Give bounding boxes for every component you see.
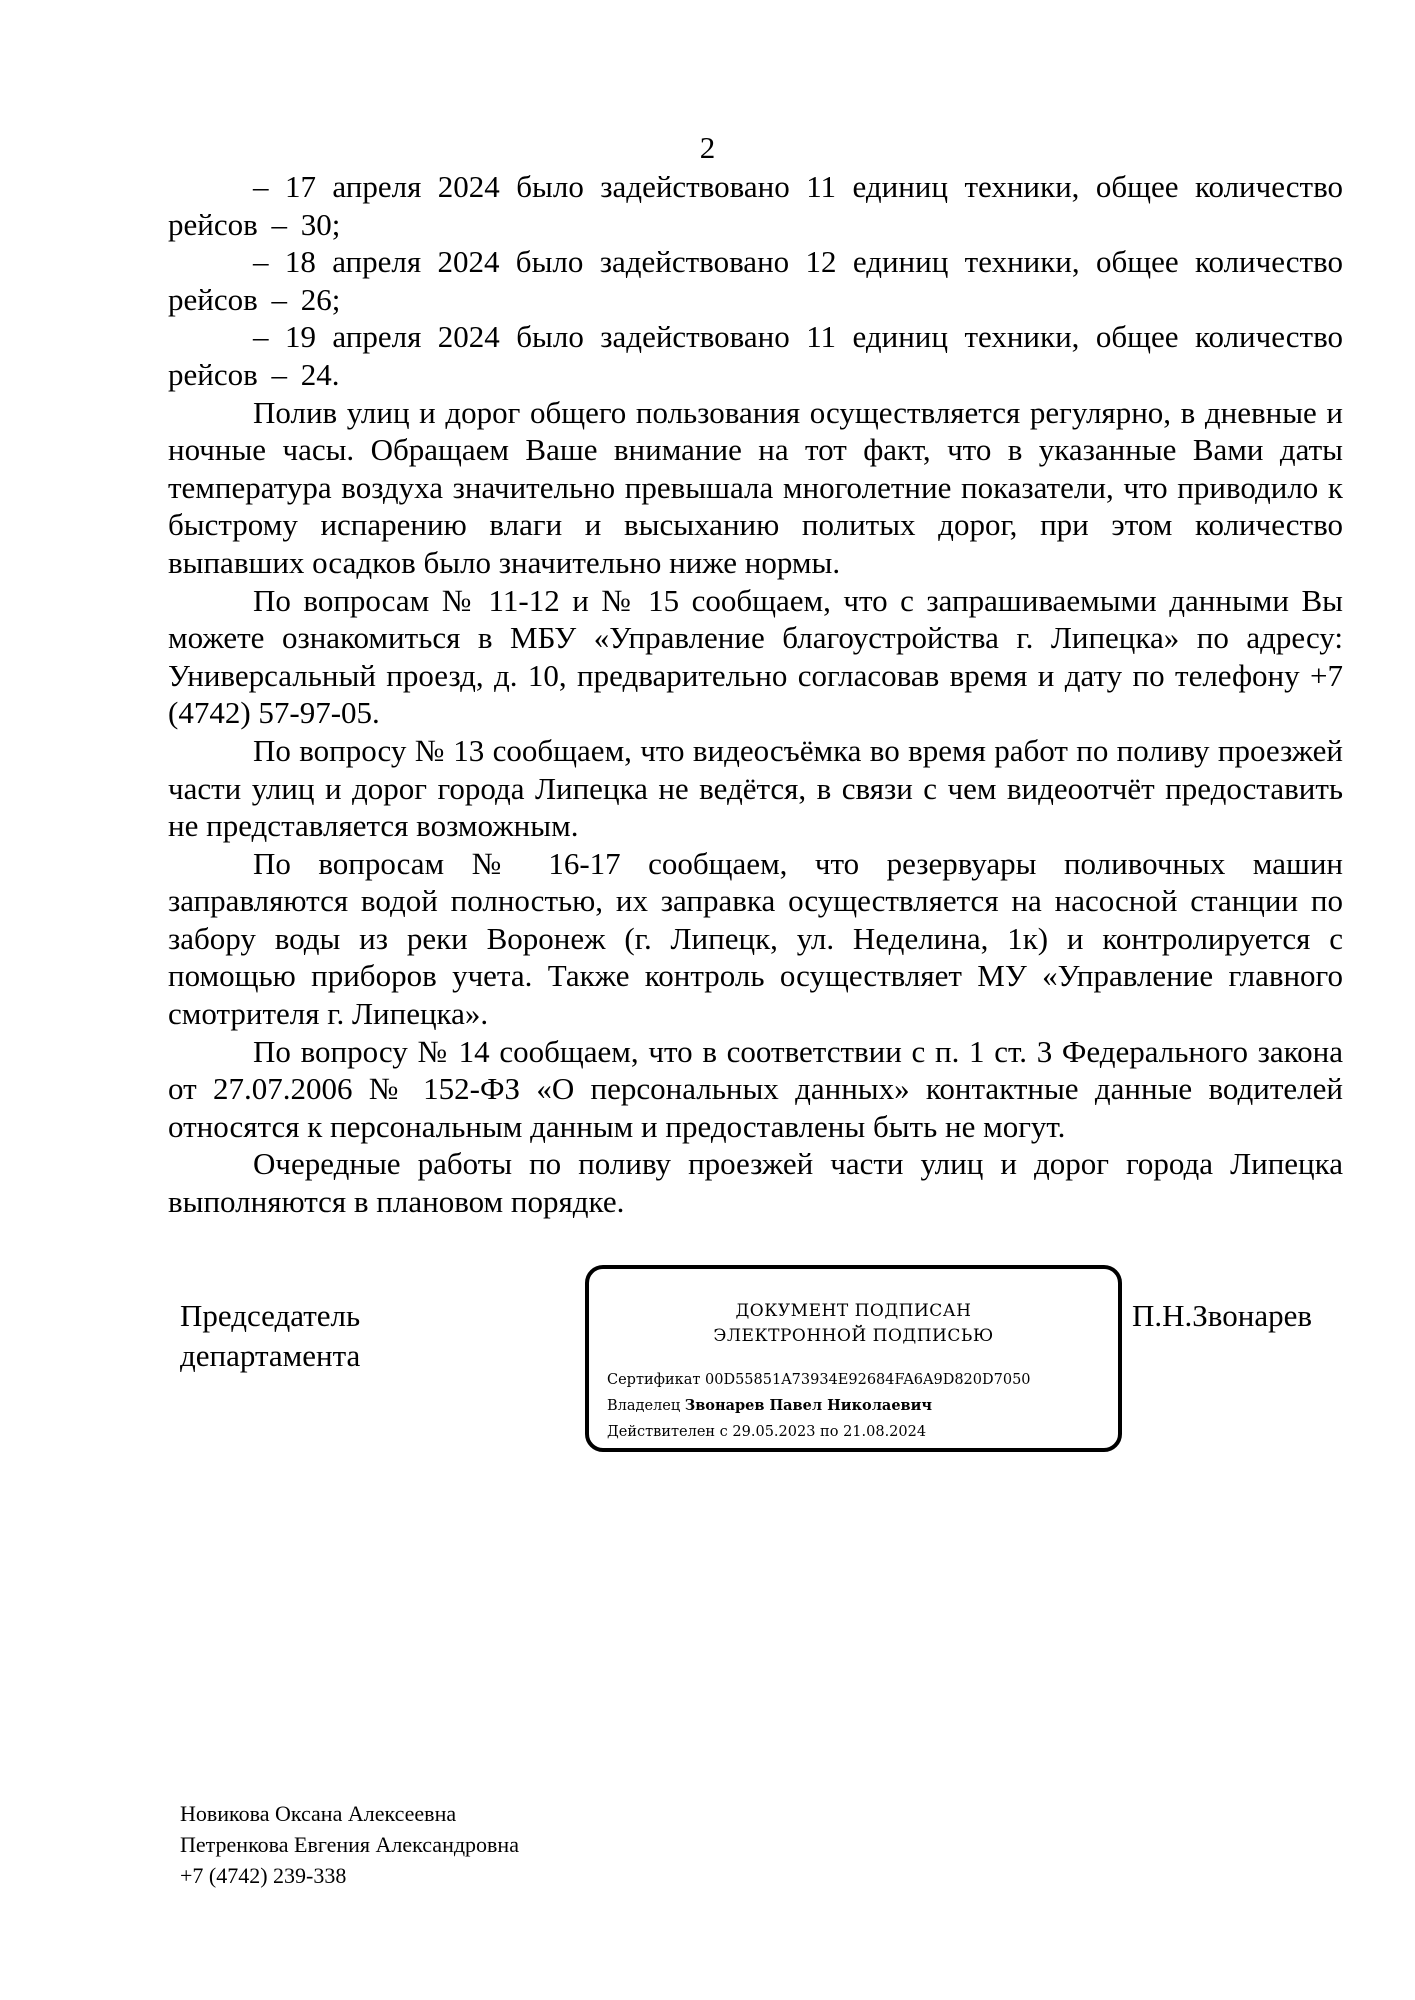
signatory-title bbox=[180, 1296, 360, 1376]
executor-2: Петренкова Евгения Александровна bbox=[180, 1832, 519, 1857]
executor-1: Новикова Оксана Алексеевна bbox=[180, 1801, 457, 1826]
paragraph-questions-16-17: По вопросам № 16-17 сообщаем, что резервуары поливочных машин заправляются водой полностью, их заправка осуществляется на насосной станции по забору воды из реки Воронеж (г. Липецк, ул. Неделина, 1к) и контролируется с помощью приборов учета. Также контроль осуществляет МУ «Управление главного смотрителя г. Липецка». bbox=[168, 845, 1343, 1032]
stamp-heading-line1: ДОКУМЕНТ ПОДПИСАН bbox=[735, 1301, 972, 1321]
signatory-name: П.Н.Звонарев bbox=[1132, 1298, 1312, 1333]
stamp-heading-line2: ЭЛЕКТРОННОЙ ПОДПИСЬЮ bbox=[713, 1326, 994, 1346]
stamp-owner-label: Владелец bbox=[607, 1398, 681, 1414]
paragraph-apr19: – 19 апреля 2024 было задействовано 11 единиц техники, общее количество рейсов – 24. bbox=[168, 319, 1343, 392]
page-number: 2 bbox=[699, 130, 716, 165]
paragraph-apr17: – 17 апреля 2024 было задействовано 11 единиц техники, общее количество рейсов – 30; bbox=[168, 169, 1343, 242]
paragraph-question-14: По вопросу № 14 сообщаем, что в соответствии с п. 1 ст. 3 Федерального закона от 27.07.2006 № 152-ФЗ «О персональных данных» контактные данные водителей относятся к персональным данным и предоставлены быть не могут. bbox=[168, 1033, 1343, 1144]
stamp-valid-from: 29.05.2023 bbox=[732, 1424, 816, 1440]
stamp-certificate-label: Сертификат bbox=[607, 1372, 701, 1388]
letter-body bbox=[168, 168, 1343, 1221]
stamp-heading bbox=[589, 1299, 1118, 1349]
stamp-valid-to-label: по bbox=[820, 1424, 839, 1440]
signatory-title-line1: Председатель bbox=[180, 1298, 361, 1333]
stamp-owner bbox=[607, 1396, 932, 1416]
stamp-valid-to: 21.08.2024 bbox=[843, 1424, 927, 1440]
electronic-signature-stamp bbox=[585, 1265, 1122, 1452]
paragraph-closing: Очередные работы по поливу проезжей части улиц и дорог города Липецка выполняются в плановом порядке. bbox=[168, 1146, 1343, 1220]
signatory-title-line2: департамента bbox=[180, 1338, 361, 1373]
stamp-valid-label: Действителен с bbox=[607, 1424, 728, 1440]
stamp-validity bbox=[607, 1422, 926, 1442]
paragraph-questions-11-15: По вопросам № 11-12 и № 15 сообщаем, что с запрашиваемыми данными Вы можете ознакомиться в МБУ «Управление благоустройства г. Липецка» по адресу: Универсальный проезд, д. 10, предварительно согласовав время и дату по телефону +7 (4742) 57-97-05. bbox=[168, 582, 1343, 731]
executors-block bbox=[180, 1798, 519, 1891]
paragraph-watering: Полив улиц и дорог общего пользования осуществляется регулярно, в дневные и ночные часы. Обращаем Ваше внимание на тот факт, что в указанные Вами даты температура воздуха значительно превышала многолетние показатели, что приводило к быстрому испарению влаги и высыханию политых дорог, при этом количество выпавших осадков было значительно ниже нормы. bbox=[168, 394, 1343, 580]
stamp-certificate bbox=[607, 1370, 1031, 1390]
stamp-owner-value: Звонарев Павел Николаевич bbox=[684, 1397, 932, 1414]
paragraph-apr18: – 18 апреля 2024 было задействовано 12 единиц техники, общее количество рейсов – 26; bbox=[168, 244, 1343, 317]
paragraph-question-13: По вопросу № 13 сообщаем, что видеосъёмка во время работ по поливу проезжей части улиц и дорог города Липецка не ведётся, в связи с чем видеоотчёт предоставить не представляется возможным. bbox=[168, 732, 1343, 844]
executor-phone: +7 (4742) 239-338 bbox=[180, 1863, 347, 1888]
stamp-certificate-value: 00D55851A73934E92684FA6A9D820D7050 bbox=[705, 1372, 1031, 1388]
